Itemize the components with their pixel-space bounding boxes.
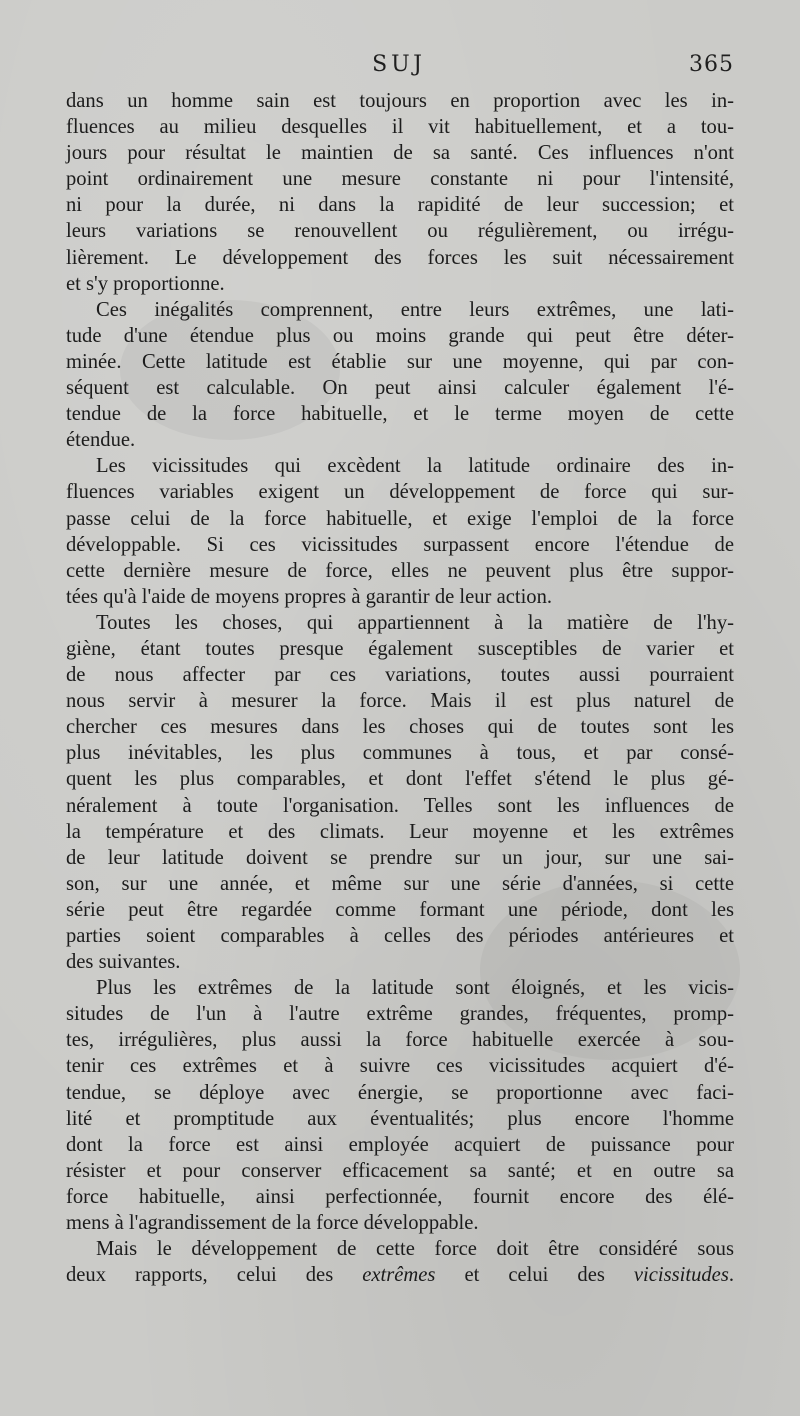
text-line: jours pour résultat le maintien de sa santé. Ces influences n'ont (66, 142, 734, 165)
text-line: lité et promptitude aux éventualités; plus encore l'homme (66, 1107, 734, 1130)
text-line: tendue, se déploye avec énergie, se proportionne avec faci- (66, 1081, 734, 1104)
paragraph (66, 88, 734, 297)
text-line: de nous affecter par ces variations, toutes aussi pourraient (66, 664, 734, 687)
text-line (66, 1262, 734, 1288)
text-line: point ordinairement une mesure constante ni pour l'intensité, (66, 168, 734, 191)
text-line: tées qu'à l'aide de moyens propres à garantir de leur action. (66, 585, 553, 608)
paragraph (66, 453, 734, 610)
text-line: force habituelle, ainsi perfectionnée, fournit encore des élé- (66, 1185, 734, 1208)
text-line: de leur latitude doivent se prendre sur un jour, sur une sai- (66, 846, 734, 869)
text-line: néralement à toute l'organisation. Telles sont les influences de (66, 794, 734, 817)
text-line: plus inévitables, les plus communes à tous, et par consé- (66, 742, 734, 765)
text-line: cette dernière mesure de force, elles ne peuvent plus être suppor- (66, 559, 734, 582)
text-line: Toutes les choses, qui appartiennent à la matière de l'hy- (96, 611, 734, 634)
text-line: dont la force est ainsi employée acquiert de puissance pour (66, 1133, 734, 1156)
text-line: série peut être regardée comme formant une période, dont les (66, 898, 734, 921)
paragraph-final (66, 1236, 734, 1288)
text-line: passe celui de la force habituelle, et exige l'emploi de la force (66, 507, 734, 530)
text-line: des suivantes. (66, 951, 181, 974)
text-line: étendue. (66, 429, 136, 452)
text-line: tendue de la force habituelle, et le terme moyen de cette (66, 403, 734, 426)
text-line: Mais le développement de cette force doit être considéré sous (96, 1238, 734, 1261)
text-line: la température et des climats. Leur moyenne et les extrêmes (66, 820, 734, 843)
running-head: SUJ (372, 52, 426, 77)
text-line: résister et pour conserver efficacement sa santé; et en outre sa (66, 1159, 734, 1182)
text-line: nous servir à mesurer la force. Mais il est plus naturel de (66, 690, 734, 713)
text-line: leurs variations se renouvellent ou régulièrement, ou irrégu- (66, 220, 734, 243)
italic-term: vicissitudes (633, 1264, 729, 1287)
text-line: parties soient comparables à celles des périodes antérieures et (66, 925, 734, 947)
paragraph (66, 975, 734, 1236)
text-line: Plus les extrêmes de la latitude sont éloignés, et les vicis- (96, 977, 734, 1000)
text-line: tude d'une étendue plus ou moins grande qui peut être déter- (66, 324, 734, 347)
text-line: ni pour la durée, ni dans la rapidité de leur succession; et (66, 194, 734, 217)
text-line: Ces inégalités comprennent, entre leurs extrêmes, une lati- (96, 298, 734, 321)
paragraph (66, 610, 734, 975)
page-header (64, 52, 734, 86)
text-line: son, sur une année, et même sur une série d'années, si cette (66, 872, 734, 895)
text-run: et celui des (435, 1264, 634, 1287)
text-line: tes, irrégulières, plus aussi la force habituelle exercée à sou- (66, 1029, 734, 1052)
text-run: deux rapports, celui des (66, 1264, 363, 1287)
paragraph (66, 297, 734, 454)
text-line: dans un homme sain est toujours en proportion avec les in- (66, 90, 734, 112)
text-line: séquent est calculable. On peut ainsi calculer également l'é- (66, 377, 734, 400)
text-line: lièrement. Le développement des forces les suit nécessairement (66, 246, 734, 269)
page-number: 365 (689, 52, 734, 77)
text-line: minée. Cette latitude est établie sur une moyenne, qui par con- (66, 350, 734, 373)
text-line: tenir ces extrêmes et à suivre ces vicissitudes acquiert d'é- (66, 1055, 734, 1078)
text-line: fluences variables exigent un développement de force qui sur- (66, 481, 734, 504)
text-line: situdes de l'un à l'autre extrême grandes, fréquentes, promp- (66, 1003, 734, 1026)
text-line: chercher ces mesures dans les choses qui de toutes sont les (66, 716, 734, 739)
text-line: quent les plus comparables, et dont l'effet s'étend le plus gé- (66, 768, 734, 791)
text-line: mens à l'agrandissement de la force développable. (66, 1212, 479, 1235)
text-run: . (728, 1264, 734, 1287)
text-line: et s'y proportionne. (66, 272, 225, 295)
text-line: Les vicissitudes qui excèdent la latitude ordinaire des in- (96, 455, 734, 478)
page-body (66, 88, 734, 1288)
text-line: développable. Si ces vicissitudes surpassent encore l'étendue de (66, 533, 734, 556)
text-line: fluences au milieu desquelles il vit habituellement, et a tou- (66, 116, 734, 139)
text-line: giène, étant toutes presque également susceptibles de varier et (66, 637, 734, 660)
italic-term: extrêmes (362, 1264, 436, 1287)
